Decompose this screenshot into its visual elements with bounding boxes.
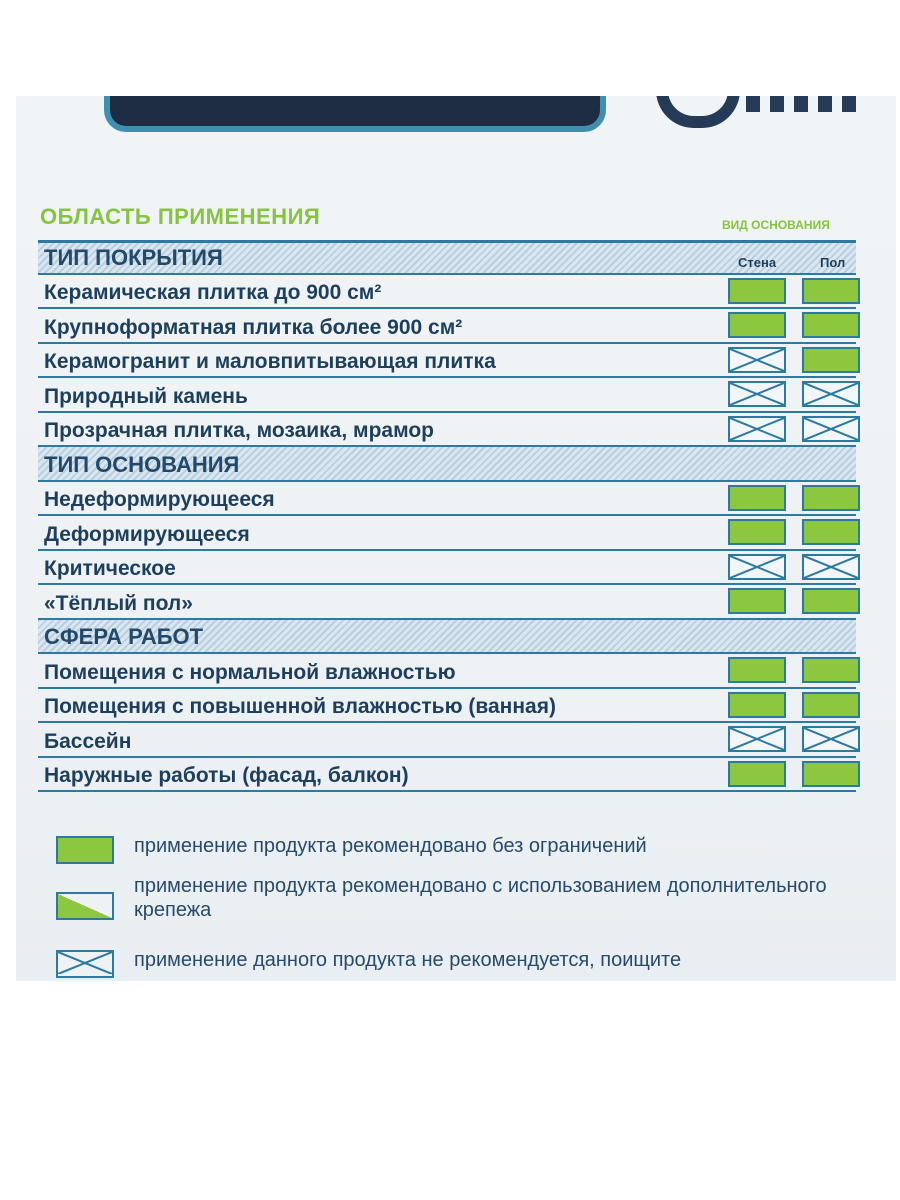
dark-label-band — [104, 96, 606, 132]
table-row — [38, 378, 856, 413]
row-label: «Тёплый пол» — [44, 591, 193, 615]
row-label: Критическое — [44, 557, 176, 580]
table-row — [38, 585, 856, 620]
floor-recommended-cell — [802, 347, 860, 373]
row-label: Помещения с нормальной влажностью — [44, 660, 456, 684]
table-section-header — [38, 620, 856, 655]
table-row — [38, 309, 856, 344]
legend-green-swatch — [56, 836, 114, 864]
row-label: Бассейн — [44, 729, 132, 753]
row-label: Керамическая плитка до 900 см² — [44, 281, 382, 304]
column-header-wall: Стена — [738, 254, 777, 270]
floor-recommended-cell — [802, 657, 860, 683]
wall-recommended-cell — [728, 692, 786, 718]
row-label: Помещения с повышенной влажностью (ванная) — [44, 695, 556, 718]
floor-not-recommended-cell — [802, 416, 860, 442]
legend-cross-swatch — [56, 950, 114, 978]
row-label: Крупноформатная плитка более 900 см² — [44, 315, 463, 339]
floor-not-recommended-cell — [802, 381, 860, 407]
base-type-header: ВИД ОСНОВАНИЯ — [722, 218, 830, 232]
floor-recommended-cell — [802, 692, 860, 718]
section-title: ОБЛАСТЬ ПРИМЕНЕНИЯ — [40, 204, 321, 229]
wall-not-recommended-cell — [728, 416, 786, 442]
floor-recommended-cell — [802, 519, 860, 545]
logo-bars — [746, 96, 856, 112]
photo-area — [16, 96, 896, 981]
application-table — [38, 240, 856, 792]
wall-not-recommended-cell — [728, 381, 786, 407]
row-label: Прозрачная плитка, мозаика, мрамор — [44, 419, 434, 442]
row-label: ТИП ПОКРЫТИЯ — [44, 244, 223, 270]
wall-not-recommended-cell — [728, 726, 786, 752]
table-row — [38, 723, 856, 758]
table-row — [38, 482, 856, 517]
legend-text: применение продукта рекомендовано без ограничений — [134, 835, 647, 857]
table-row — [38, 551, 856, 586]
table-row — [38, 344, 856, 379]
table-section-header — [38, 447, 856, 482]
table-row — [38, 654, 856, 689]
row-label: ТИП ОСНОВАНИЯ — [44, 451, 240, 477]
row-label: Недеформирующееся — [44, 488, 275, 511]
wall-recommended-cell — [728, 761, 786, 787]
legend-text: применение продукта рекомендовано с использованием дополнительного крепежа — [134, 875, 827, 921]
wall-recommended-cell — [728, 657, 786, 683]
wall-not-recommended-cell — [728, 554, 786, 580]
table-section-header — [38, 240, 856, 275]
legend-text: применение данного продукта не рекомендуется, поищите — [134, 949, 682, 971]
wall-recommended-cell — [728, 485, 786, 511]
floor-recommended-cell — [802, 588, 860, 614]
row-label: Наружные работы (фасад, балкон) — [44, 764, 409, 787]
wall-not-recommended-cell — [728, 347, 786, 373]
wall-recommended-cell — [728, 588, 786, 614]
floor-recommended-cell — [802, 485, 860, 511]
row-label: Природный камень — [44, 384, 248, 408]
row-label: Керамогранит и маловпитывающая плитка — [44, 350, 496, 373]
wall-recommended-cell — [728, 278, 786, 304]
table-row — [38, 413, 856, 448]
table-row — [38, 275, 856, 310]
logo-fragment — [656, 96, 740, 128]
wall-recommended-cell — [728, 519, 786, 545]
table-row — [38, 758, 856, 793]
floor-not-recommended-cell — [802, 726, 860, 752]
row-label: СФЕРА РАБОТ — [44, 624, 204, 649]
floor-recommended-cell — [802, 312, 860, 338]
floor-recommended-cell — [802, 278, 860, 304]
wall-recommended-cell — [728, 312, 786, 338]
floor-not-recommended-cell — [802, 554, 860, 580]
legend-half-swatch — [56, 892, 114, 920]
table-row — [38, 689, 856, 724]
table-row — [38, 516, 856, 551]
row-label: Деформирующееся — [44, 522, 250, 546]
column-header-floor: Пол — [820, 254, 846, 270]
floor-recommended-cell — [802, 761, 860, 787]
